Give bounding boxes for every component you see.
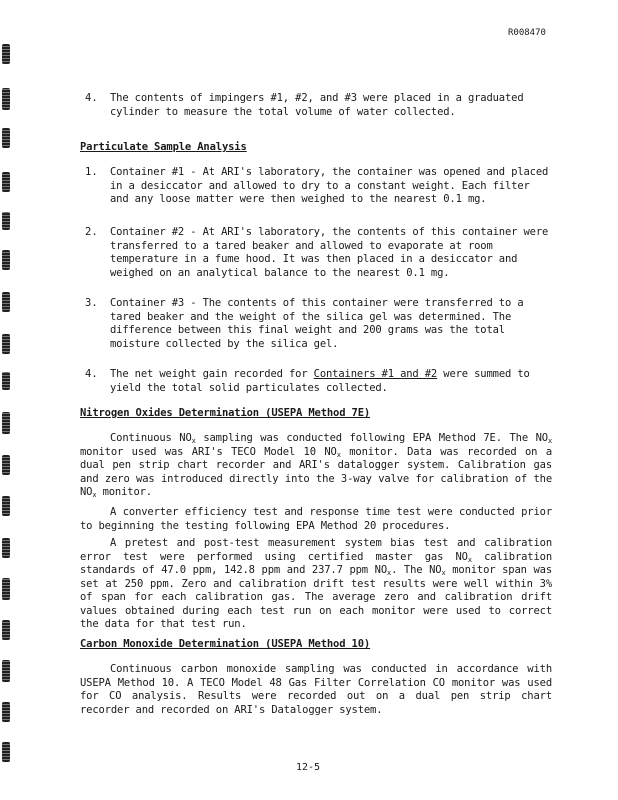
item-number: 4.: [85, 92, 98, 104]
item-text: Container #2 - At ARI's laboratory, the contents of this container were transferred to a tared beaker and allowed to evaporate at room temperature in a fume hood. It was then placed in a desiccator and weighed on an analytical balance to the nearest 0.1 mg.: [110, 226, 549, 279]
text-run: Continuous NO: [110, 432, 192, 444]
binding-hole: [2, 578, 10, 600]
text-run: monitor used was ARI's TECO Model 10 NO: [80, 445, 337, 458]
binding-hole: [2, 702, 10, 722]
binding-hole: [2, 742, 10, 762]
item-number: 2.: [85, 226, 98, 238]
binding-hole: [2, 334, 10, 354]
document-id: R008470: [508, 28, 546, 38]
section-heading: Particulate Sample Analysis: [80, 141, 247, 153]
item-text: Container #3 - The contents of this container were transferred to a tared beaker and the weight of the silica gel was determined. The difference between this final weight and 200 grams was the total moisture collected by the silica gel.: [110, 297, 524, 350]
item-text-part: The net weight gain recorded for: [110, 368, 314, 380]
item-text: [110, 368, 554, 395]
subscript: x: [92, 491, 97, 499]
binding-hole: [2, 172, 10, 192]
text-run: A pretest and post-test measurement system bias test and calibration error test were performed using certified master gas NO: [80, 537, 552, 563]
binding-hole: [2, 250, 10, 270]
paragraph: Continuous carbon monoxide sampling was conducted in accordance with USEPA Method 10. A TECO Model 48 Gas Filter Correlation CO monitor was used for CO analysis. Results were recorded out on a dual pen strip chart recorder and recorded on ARI's Datalogger system.: [80, 663, 552, 716]
item-number: 3.: [85, 297, 98, 309]
page-number: 12-5: [296, 762, 321, 773]
binding-hole: [2, 412, 10, 434]
item-text: Container #1 - At ARI's laboratory, the container was opened and placed in a desiccator and allowed to dry to a constant weight. Each filter and any loose matter were then weighed to the nearest 0.1 mg.: [110, 166, 549, 205]
subscript: x: [547, 437, 553, 445]
binding-hole: [2, 660, 10, 682]
binding-hole: [2, 496, 10, 516]
paragraph: A converter efficiency test and response time test were conducted prior to beginning the testing following EPA Method 20 procedures.: [80, 506, 552, 532]
binding-hole: [2, 88, 10, 110]
section-heading: Carbon Monoxide Determination (USEPA Method 10): [80, 638, 371, 650]
text-run: monitor.: [96, 486, 152, 498]
paragraph: [80, 432, 552, 500]
binding-hole: [2, 44, 10, 64]
binding-hole: [2, 372, 10, 390]
subscript: x: [441, 569, 446, 577]
binding-hole: [2, 455, 10, 475]
text-run: monitor span was set at 250 ppm. Zero and calibration drift test results were well within 3% of span for each calibration gas. The average zero and calibration drift values obtained during each test run on each monitor were used to correct the data for that test run.: [80, 564, 553, 630]
subscript: x: [336, 450, 341, 459]
binding-hole: [2, 538, 10, 558]
item-text: The contents of impingers #1, #2, and #3 were placed in a graduated cylinder to measure the total volume of water collected.: [110, 92, 524, 118]
text-run: monitor. Data was recorded on a dual pen strip chart recorder and ARI's datalogger system. Calibration gas and zero was introduced directly into the 3-way valve for calibration of the NO: [80, 445, 552, 498]
section-heading: Nitrogen Oxides Determination (USEPA Method 7E): [80, 407, 371, 419]
underlined-text: Containers #1 and #2: [313, 368, 438, 380]
binding-hole: [2, 212, 10, 230]
binding-hole: [2, 292, 10, 312]
text-run: . The NO: [391, 564, 442, 576]
subscript: x: [467, 555, 472, 564]
item-number: 1.: [85, 166, 98, 178]
subscript: x: [387, 569, 392, 577]
item-text-part: were summed to yield the total solid particulates collected.: [110, 368, 530, 394]
text-run: calibration standards of 47.0 ppm, 142.8 ppm and 237.7 ppm NO: [80, 550, 552, 576]
paragraph: [80, 537, 552, 632]
text-run: sampling was conducted following EPA Method 7E. The NO: [195, 432, 548, 444]
binding-hole: [2, 620, 10, 640]
item-number: 4.: [85, 368, 98, 380]
binding-hole: [2, 128, 10, 148]
subscript: x: [191, 437, 196, 445]
